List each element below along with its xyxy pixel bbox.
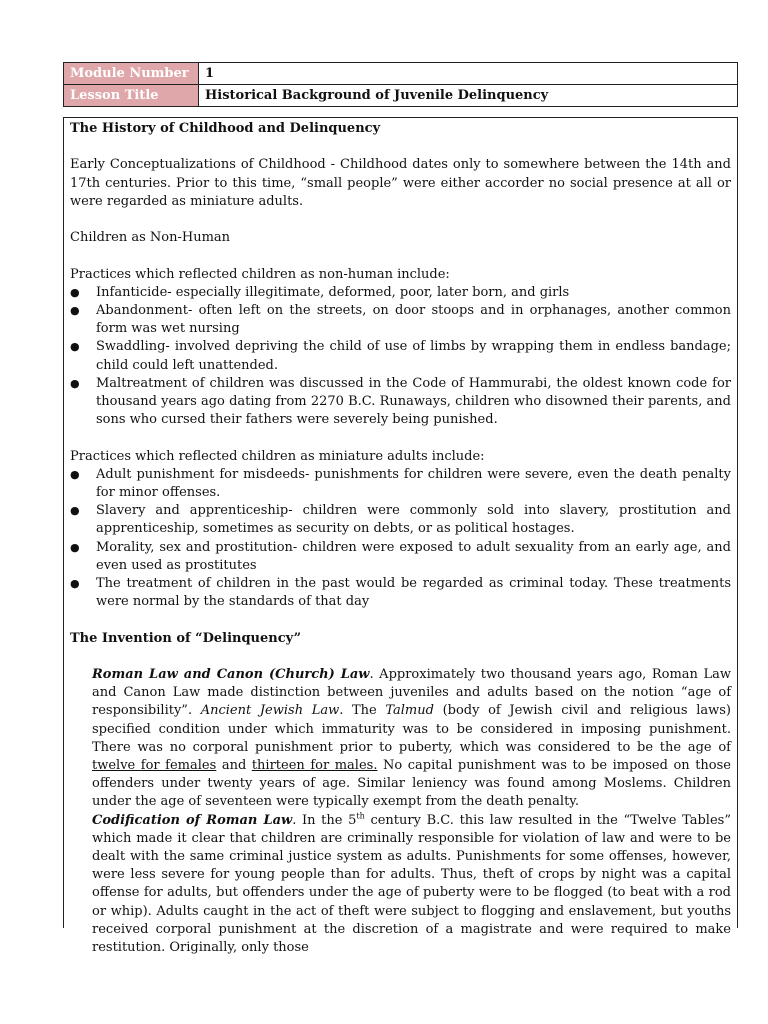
module-number-label: Module Number [64,63,199,85]
age-females: twelve for females [92,758,217,774]
module-number-value: 1 [199,63,738,85]
miniature-adults-intro: Practices which reflected children as miniature adults include: [70,448,485,464]
list-item: ● Abandonment- often left on the streets, on door stoops and in orphanages, another common form was wet nursing [70,302,731,338]
codification-paragraph: Codification of Roman Law. In the 5th century B.C. this law resulted in the “Twelve Tables” which made it clear that children are criminally responsible for violation of law and were to be dealt with the same criminal justice system as adults. Punishments for some offenses, however, were less severe for young people than for adults. Thus, theft of crops by night was a capital offense for adults, but offenders under the age of puberty were to be flogged (to beat with a rod or whip). Adults caught in the act of theft were subject to flogging and enslavement, but youths received corporal punishment at the discretion of a magistrate and were required to make restitution. Originally, only those [92,811,731,956]
module-number-row [64,63,738,85]
age-males: thirteen for males. [251,758,378,774]
invention-indented-block [70,666,731,957]
jewish-law-title: Ancient Jewish Law [200,703,340,719]
list-item: ● The treatment of children in the past would be regarded as criminal today. These treatments were normal by the standards of that day [70,575,731,611]
talmud-term: Talmud [385,703,434,719]
non-human-title: Children as Non-Human [70,230,231,246]
miniature-adults-list [70,466,731,612]
lesson-title-label: Lesson Title [64,85,199,107]
codification-title: Codification of Roman Law [92,812,293,828]
lesson-title-row [64,85,738,107]
list-item: ● Maltreatment of children was discussed in the Code of Hammurabi, the oldest known code for thousand years ago dating from 2270 B.C. Runaways, children who disowned their parents, and sons who cursed their fathers were severely being punished. [70,375,731,430]
non-human-list [70,284,731,430]
early-conceptualizations-paragraph: Early Conceptualizations of Childhood - Childhood dates only to somewhere between the 14th and 17th centuries. Prior to this time, “small people” were either accorder no social presence at all or were regarded as miniature adults. [70,157,731,209]
roman-canon-law-title: Roman Law and Canon (Church) Law [92,667,370,682]
list-item: ● Adult punishment for misdeeds- punishments for children were severe, even the death penalty for minor offenses. [70,466,731,502]
list-item: ● Swaddling- involved depriving the child of use of limbs by wrapping them in endless bandage; child could left unattended. [70,338,731,374]
list-item: ● Morality, sex and prostitution- children were exposed to adult sexuality from an early age, and even used as prostitutes [70,539,731,575]
non-human-intro: Practices which reflected children as non-human include: [70,266,450,282]
list-item: ● Slavery and apprenticeship- children were commonly sold into slavery, prostitution and apprenticeship, sometimes as security on debts, or as political hostages. [70,502,731,538]
module-header-table [63,62,738,107]
lesson-title-value: Historical Background of Juvenile Delinquency [199,85,738,107]
roman-canon-law-paragraph: Roman Law and Canon (Church) Law. Approximately two thousand years ago, Roman Law and Canon Law made distinction between juveniles and adults based on the notion “age of responsibility”. Ancient Jewish Law. The Talmud (body of Jewish civil and religious laws) specified condition under which immaturity was to be considered in imposing punishment. There was no corporal punishment prior to puberty, which was considered to be the age of twelve for females and thirteen for males. No capital punishment was to be imposed on those offenders under twenty years of age. Similar leniency was found among Moslems. Children under the age of seventeen were typically exempt from the death penalty. [92,667,732,810]
lesson-content-box [63,117,738,956]
section-heading-invention: The Invention of “Delinquency” [70,630,302,646]
list-item: ● Infanticide- especially illegitimate, deformed, poor, later born, and girls [70,284,731,302]
section-heading-history: The History of Childhood and Delinquency [70,121,381,136]
